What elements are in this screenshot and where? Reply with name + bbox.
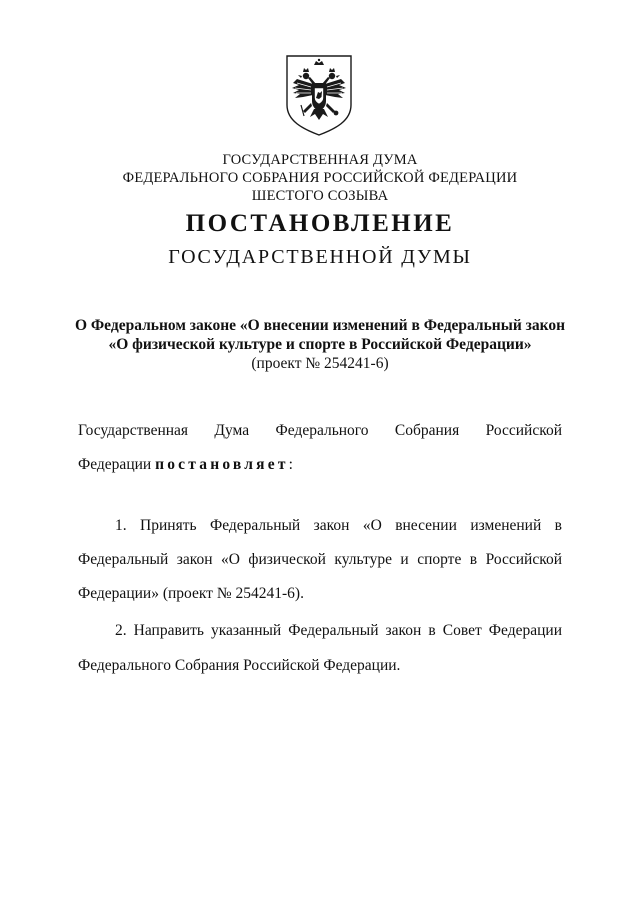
document-issuer-title: ГОСУДАРСТВЕННОЙ ДУМЫ	[168, 246, 472, 268]
header-line-1: ГОСУДАРСТВЕННАЯ ДУМА	[222, 152, 418, 168]
document-subject	[0, 316, 640, 373]
preamble-line-2-end: :	[288, 456, 293, 473]
subject-line-2: «О физической культуре и спорте в Российской Федерации»	[108, 336, 532, 353]
document-type-title: ПОСТАНОВЛЕНИЕ	[185, 210, 455, 237]
issuing-body-header	[0, 151, 640, 205]
preamble-line-1: Государственная Дума Федерального Собрания Российской	[78, 422, 562, 439]
item-2-line-2: Федерального Собрания Российской Федерации.	[78, 657, 401, 674]
preamble-line-2	[78, 455, 562, 475]
subject-line-1: О Федеральном законе «О внесении изменений в Федеральный закон	[74, 317, 566, 334]
item-1-line-3: Федерации» (проект № 254241-6).	[78, 585, 304, 602]
coat-of-arms-icon	[283, 53, 355, 137]
header-line-2: ФЕДЕРАЛЬНОГО СОБРАНИЯ РОССИЙСКОЙ ФЕДЕРАЦИИ	[122, 170, 518, 186]
subject-line-3: (проект № 254241-6)	[251, 355, 389, 372]
item-1-line-2: Федеральный закон «О физической культуре и спорте в Российской	[78, 551, 562, 568]
item-2-line-1: 2. Направить указанный Федеральный закон в Совет Федерации	[115, 622, 562, 639]
preamble-resolves-word: постановляет	[155, 456, 289, 473]
item-1-line-1: 1. Принять Федеральный закон «О внесении изменений в	[115, 517, 562, 534]
preamble-line-2-start: Федерации	[78, 456, 156, 473]
header-line-3: ШЕСТОГО СОЗЫВА	[251, 188, 389, 204]
